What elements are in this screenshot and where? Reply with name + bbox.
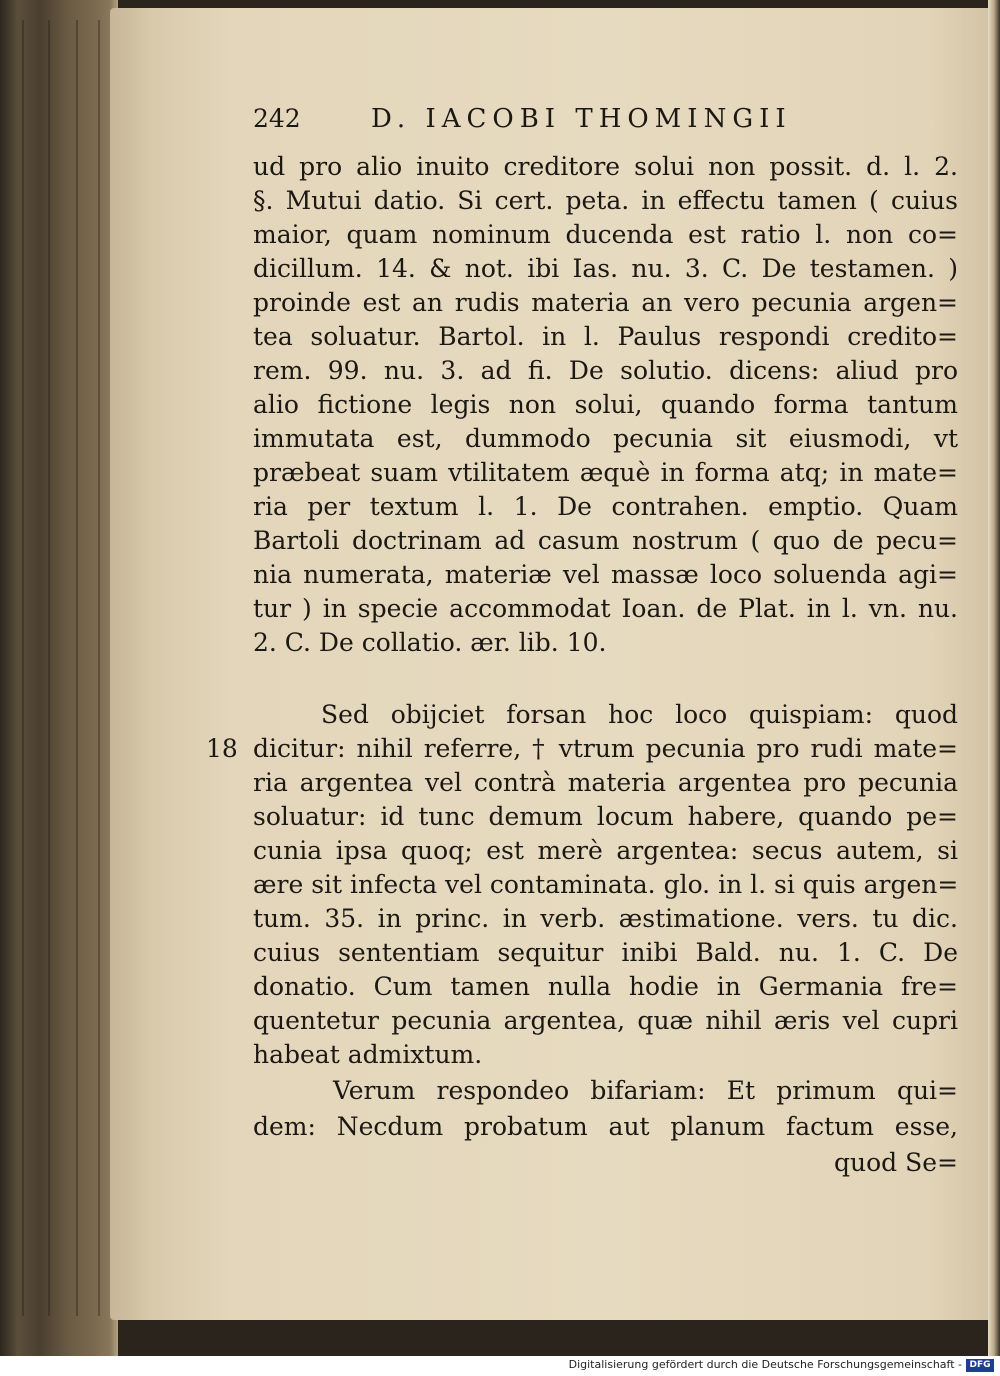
- text-line: §. Mutui datio. Si cert. peta. in effectu tamen ( cuius: [253, 186, 958, 215]
- text-line: cuius sententiam sequitur inibi Bald. nu. 1. C. De: [253, 938, 958, 967]
- text-line: ria per textum l. 1. De contrahen. emptio. Quam: [253, 492, 958, 521]
- margin-note-number: 18: [206, 734, 238, 763]
- text-line: tur ) in specie accommodat Ioan. de Plat. in l. vn. nu.: [253, 594, 958, 623]
- text-line: proinde est an rudis materia an vero pecunia argen=: [253, 288, 958, 317]
- text-line: tum. 35. in princ. in verb. æstimatione. vers. tu dic.: [253, 904, 958, 933]
- book-binding-edge: [0, 0, 118, 1356]
- text-line: rem. 99. nu. 3. ad fi. De solutio. dicens: aliud pro: [253, 356, 958, 385]
- text-line: quentetur pecunia argentea, quæ nihil æris vel cupri: [253, 1006, 958, 1035]
- page-number: 242: [253, 104, 301, 133]
- dfg-logo-icon: DFG: [966, 1359, 994, 1372]
- text-line: soluatur: id tunc demum locum habere, quando pe=: [253, 802, 958, 831]
- page-header: [253, 104, 893, 144]
- footer-credit: Digitalisierung gefördert durch die Deutsche Forschungsgemeinschaft -: [568, 1358, 962, 1371]
- text-line: ud pro alio inuito creditore solui non possit. d. l. 2.: [253, 152, 958, 181]
- text-line: tea soluatur. Bartol. in l. Paulus respondi credito=: [253, 322, 958, 351]
- text-line: 2. C. De collatio. ær. lib. 10.: [253, 628, 607, 657]
- running-head: D. IACOBI THOMINGII: [371, 104, 792, 134]
- text-line: nia numerata, materiæ vel massæ loco soluenda agi=: [253, 560, 958, 589]
- text-line: dicitur: nihil referre, † vtrum pecunia pro rudi mate=: [253, 734, 958, 763]
- text-line: donatio. Cum tamen nulla hodie in Germania fre=: [253, 972, 958, 1001]
- catchword: quod Se=: [834, 1148, 958, 1177]
- text-line: maior, quam nominum ducenda est ratio l. non co=: [253, 220, 958, 249]
- text-line: præbeat suam vtilitatem æquè in forma atq; in mate=: [253, 458, 958, 487]
- text-line: dicillum. 14. & not. ibi Ias. nu. 3. C. De testamen. ): [253, 254, 958, 283]
- page-right-edge: [988, 0, 1000, 1356]
- text-line: immutata est, dummodo pecunia sit eiusmodi, vt: [253, 424, 958, 453]
- text-line: dem: Necdum probatum aut planum factum esse,: [253, 1112, 958, 1141]
- text-line: habeat admixtum.: [253, 1040, 483, 1069]
- text-line: Verum respondeo bifariam: Et primum qui=: [333, 1076, 958, 1105]
- text-line: ria argentea vel contrà materia argentea pro pecunia: [253, 768, 958, 797]
- text-line: Sed obijciet forsan hoc loco quispiam: quod: [321, 700, 958, 729]
- text-line: cunia ipsa quoq; est merè argentea: secus autem, si: [253, 836, 958, 865]
- digitization-footer: [0, 1356, 1000, 1376]
- text-line: alio fictione legis non solui, quando forma tantum: [253, 390, 958, 419]
- text-line: Bartoli doctrinam ad casum nostrum ( quo de pecu=: [253, 526, 958, 555]
- text-line: ære sit infecta vel contaminata. glo. in l. si quis argen=: [253, 870, 959, 899]
